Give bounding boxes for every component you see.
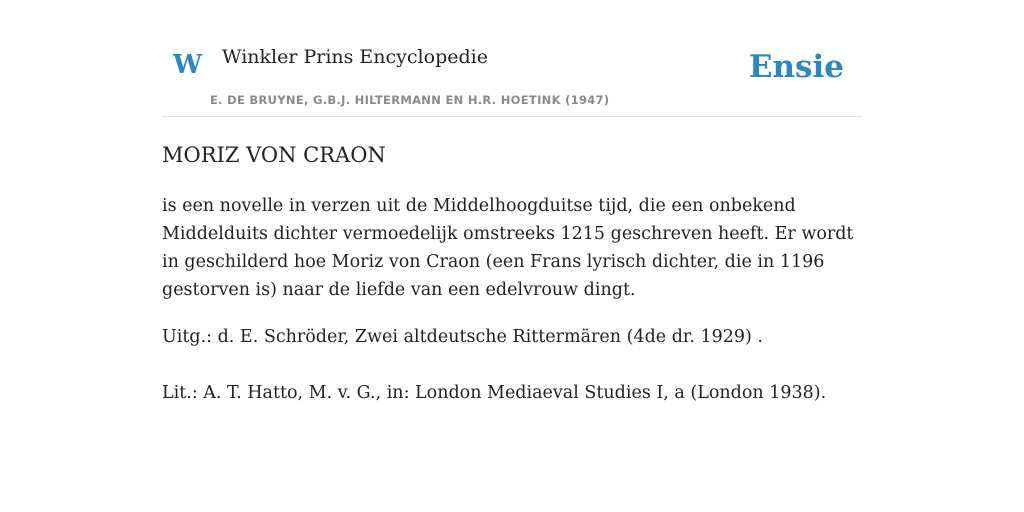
article-title: MORIZ VON CRAON: [162, 143, 386, 167]
article-body: is een novelle in verzen uit de Middelhoogduitse tijd, die een onbekend Middelduits dichter vermoedelijk omstreeks 1215 geschreven heeft. Er wordt in geschilderd hoe Moriz von Craon (een Frans lyrisch dichter, die in 1196 gestorven is) naar de liefde van een edelvrouw dingt.: [162, 196, 854, 300]
ensie-logo[interactable]: Ensie: [748, 49, 844, 85]
literature-reference: Lit.: A. T. Hatto, M. v. G., in: London Mediaeval Studies I, a (London 1938).: [162, 383, 827, 403]
article: [162, 140, 862, 407]
source-header: [162, 0, 862, 117]
source-title[interactable]: Winkler Prins Encyclopedie: [222, 46, 488, 68]
page: [162, 0, 862, 403]
source-authors: E. DE BRUYNE, G.B.J. HILTERMANN EN H.R. HOETINK (1947): [210, 93, 610, 107]
encyclopedia-logo-icon[interactable]: W: [173, 50, 203, 80]
edition-reference: Uitg.: d. E. Schröder, Zwei altdeutsche Rittermären (4de dr. 1929) .: [162, 327, 763, 347]
